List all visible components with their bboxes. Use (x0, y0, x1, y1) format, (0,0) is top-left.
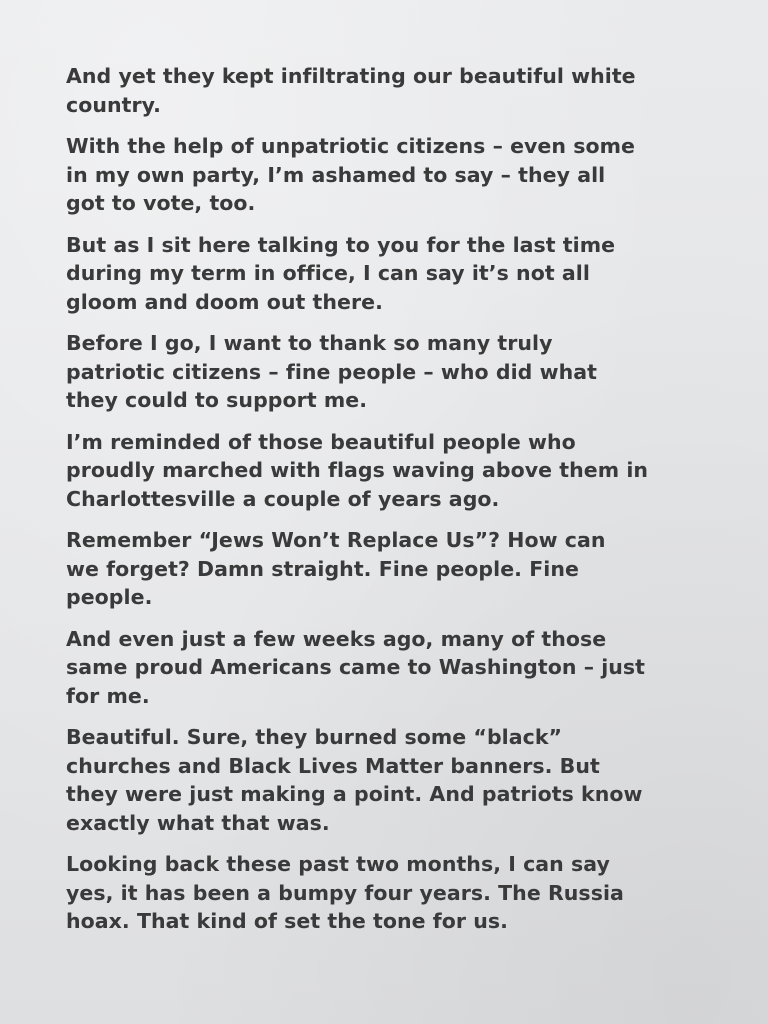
document-body (66, 62, 746, 936)
paragraph-7: And even just a few weeks ago, many of those same proud Americans came to Washington – just for me. (66, 626, 646, 708)
paragraph-4: Before I go, I want to thank so many truly patriotic citizens – fine people – who did what they could to support me. (66, 331, 597, 412)
paragraph-9: Looking back these past two months, I can say yes, it has been a bumpy four years. The Russia hoax. That kind of set the tone for us. (66, 852, 624, 933)
paragraph-8: Beautiful. Sure, they burned some “black” churches and Black Lives Matter banners. But they were just making a point. And patriots know exactly what that was. (66, 725, 643, 835)
paragraph-5: I’m reminded of those beautiful people who proudly marched with flags waving above them in Charlottesville a couple of years ago. (66, 429, 649, 511)
paragraph-6: Remember “Jews Won’t Replace Us”? How can we forget? Damn straight. Fine people. Fine people. (66, 528, 606, 609)
paragraph-1: And yet they kept infiltrating our beautiful white country. (66, 64, 636, 117)
paragraph-2: With the help of unpatriotic citizens – even some in my own party, I’m ashamed to say – they all got to vote, too. (66, 134, 635, 215)
paragraph-3: But as I sit here talking to you for the last time during my term in office, I can say it’s not all gloom and doom out there. (66, 232, 616, 314)
